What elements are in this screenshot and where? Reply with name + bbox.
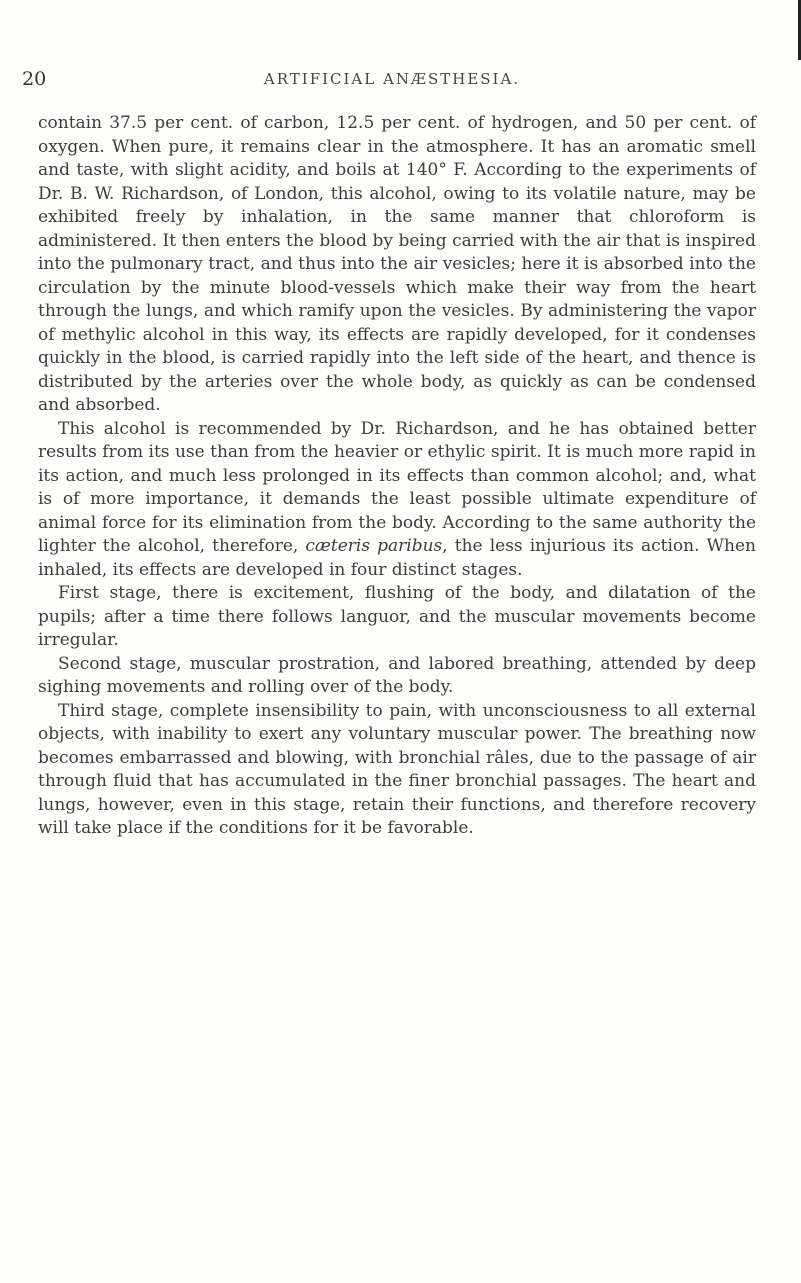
paragraph-third-stage: Third stage, complete insensibility to pain, with unconsciousness to all external objects, with inability to exert any voluntary muscular power. The breathing now becomes embarrassed and blowing, with bronchial râles, due to the passage of air through fluid that has accumulated in the finer bronchial passages. The heart and lungs, however, even in this stage, retain their functions, and therefore recovery will take place if the conditions for it be favorable. [38, 700, 756, 838]
paragraph-2-part-1: This alcohol is recommended by Dr. Richardson, and he has obtained better results from its use than from the heavier or ethylic spirit. It is much more rapid in its action, and much less prolonged in its effects than common alcohol; and, what is of more importance, it demands the least possible ultimate expenditure of animal force for its elimination from the body. According to the same authority the lighter the alcohol, therefore, [38, 418, 756, 556]
page-number: 20 [22, 68, 47, 90]
paragraph-1: contain 37.5 per cent. of carbon, 12.5 per cent. of hydrogen, and 50 per cent. of oxygen. When pure, it remains clear in the atmosphere. It has an aromatic smell and taste, with slight acidity, and boils at 140° F. According to the experiments of Dr. B. W. Richardson, of London, this alcohol, owing to its volatile nature, may be exhibited freely by inhalation, in the same manner that chloroform is administered. It then enters the blood by being carried with the air that is inspired into the pulmonary tract, and thus into the air vesicles; here it is absorbed into the circulation by the minute blood-vessels which make their way from the heart through the lungs, and which ramify upon the vesicles. By administering the vapor of methylic alcohol in this way, its effects are rapidly developed, for it condenses quickly in the blood, is carried rapidly into the left side of the heart, and thence is distributed by the arteries over the whole body, as quickly as can be condensed and absorbed. [38, 113, 756, 415]
body-text [38, 112, 756, 841]
paragraph-2-part-2: , the less injurious its action. When inhaled, its effects are developed in four distinct stages. [38, 536, 756, 580]
page-header [22, 68, 762, 94]
running-title: ARTIFICIAL ANÆSTHESIA. [263, 70, 521, 88]
paragraph-first-stage: First stage, there is excitement, flushing of the body, and dilatation of the pupils; after a time there follows languor, and the muscular movements become irregular. [38, 583, 756, 650]
paragraph-second-stage: Second stage, muscular prostration, and labored breathing, attended by deep sighing movements and rolling over of the body. [38, 653, 756, 697]
paragraph-2 [38, 418, 756, 583]
latin-phrase: cæteris paribus [305, 536, 443, 556]
